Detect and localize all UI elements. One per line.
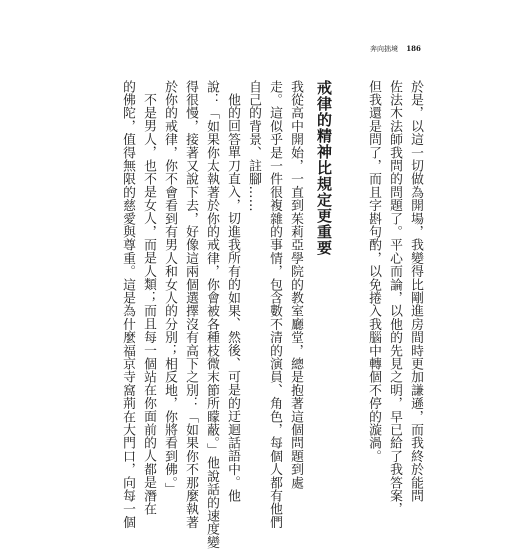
paragraph-line: 走。這似乎是一件很複雜的事情，包含數不清的演員、角色，每個人都有他們 [267,80,282,529]
paragraph-line: 自己的背景、註腳…… [246,80,261,212]
paragraph-line: 他的回答單刀直入，切進我所有的如果、然後、可是的迂迴話語中。他 [225,93,240,503]
paragraph-line: 說：「如果你太執著於你的戒律，你會被各種枝微末節所矇蔽。」他說話的速度變 [204,80,219,549]
page-number: 186 [406,44,421,53]
section-heading: 戒律的精神比規定更重要 [315,80,333,256]
running-header [370,44,421,54]
paragraph-line: 我從高中開始，一直到茱莉亞學院的教室廳堂，總是抱著這個問題到處 [288,80,303,490]
paragraph-line: 但我還是問了，而且字斟句酌，以免捲入我腦中轉個不停的漩渦。 [366,80,381,463]
paragraph-line: 不是男人，也不是女人，而是人類；而且每一個站在你面前的人都是潛在 [141,93,156,516]
paragraph-line: 於是，以這一切做為開場，我變得比剛進房間時更加謙遜，而我終於能問 [408,80,423,503]
paragraph-line: 於你的戒律，你不會看到有男人和女人的分別；相反地，你將看到佛。」 [162,80,177,496]
paragraph-line: 的佛陀，值得無限的慈愛與尊重。這是為什麼福京寺窩荊在大門口，向每一個 [120,80,135,529]
paragraph-line: 得很慢，接著又說下去，好像這兩個選擇沒有高下之別：「如果你不那麼執著 [183,80,198,529]
running-title: 奔向拙境 [370,45,398,53]
paragraph-line: 佐法木法師我問的問題了。平心而論，以他的先見之明，早已給了我答案， [387,80,402,516]
